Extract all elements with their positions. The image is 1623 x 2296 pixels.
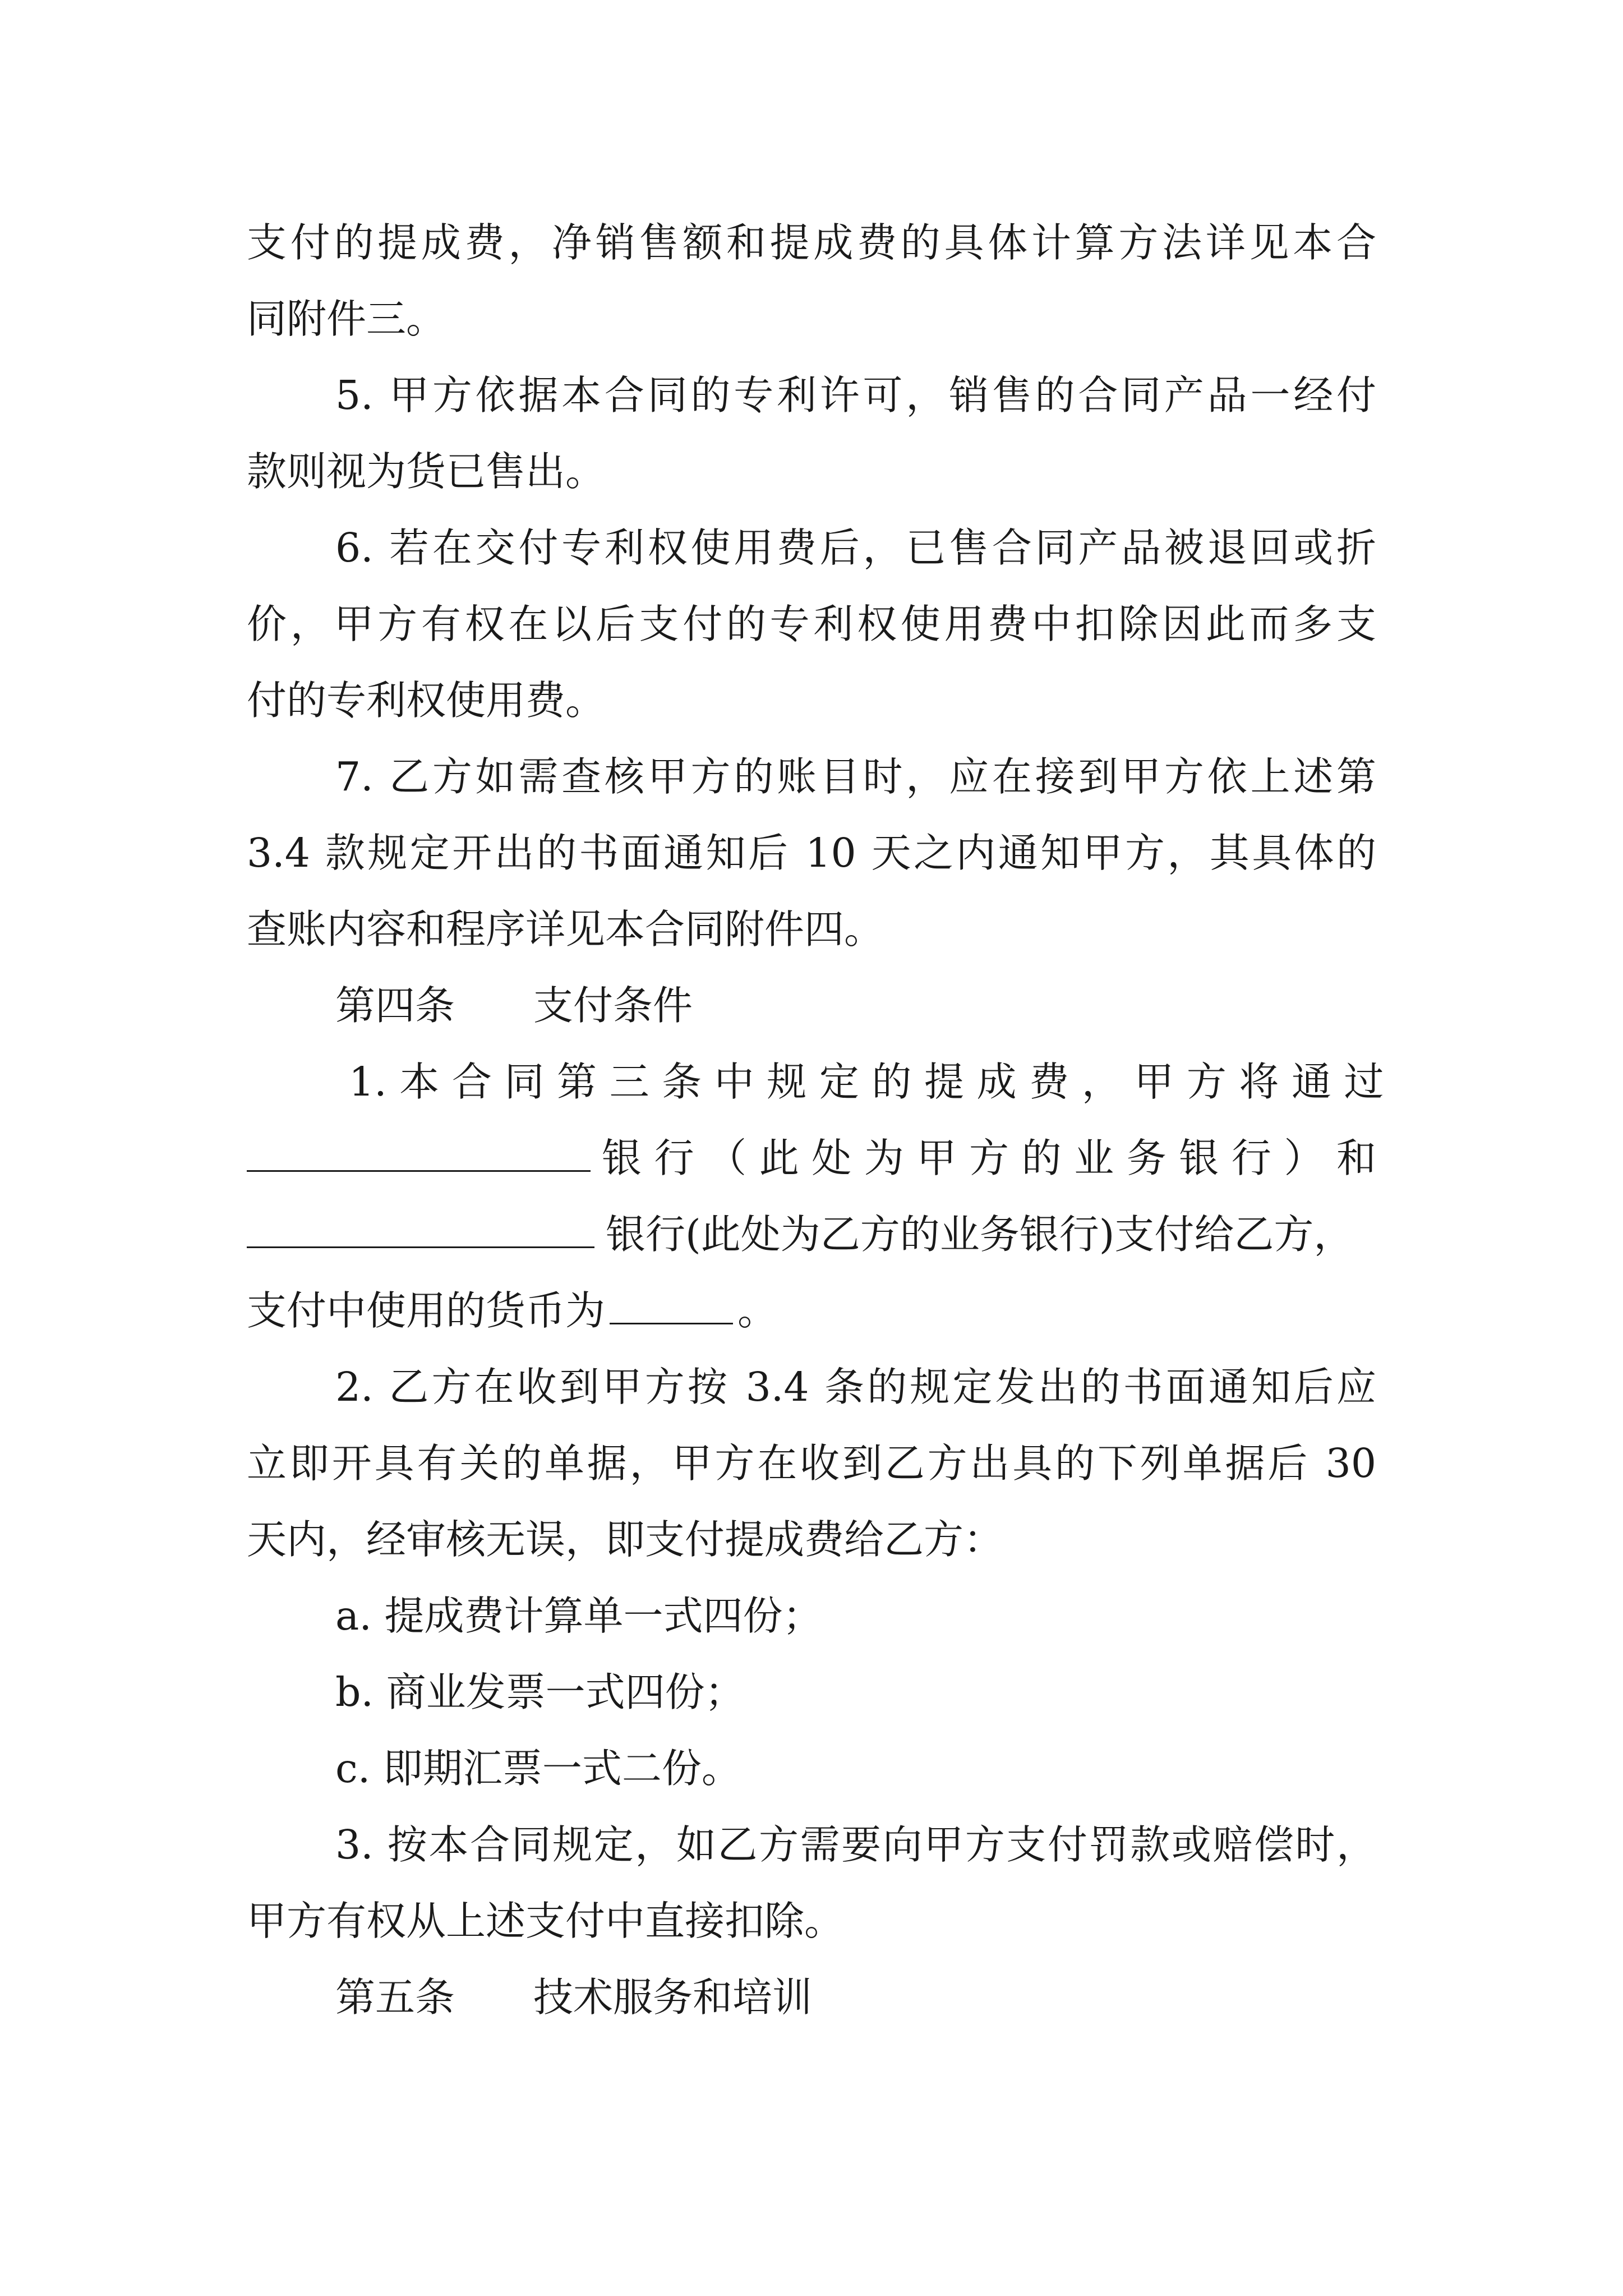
list-item: c. 即期汇票一式二份。 [335,1745,741,1792]
paragraph-line: 立即开具有关的单据，甲方在收到乙方出具的下列单据后 30 [247,1440,1376,1487]
currency-label: 支付中使用的货币为 [247,1287,606,1334]
article-number: 第四条 [335,982,455,1029]
article-title: 技术服务和培训 [533,1974,813,2021]
paragraph-line: 查账内容和程序详见本合同附件四。 [247,906,884,953]
paragraph-line: 6. 若在交付专利权使用费后，已售合同产品被退回或折 [335,524,1376,571]
paragraph-line [247,1209,1353,1260]
article-4-heading [335,981,693,1031]
paragraph-line: 2. 乙方在收到甲方按 3.4 条的规定发出的书面通知后应 [335,1364,1376,1410]
paragraph-line: 5. 甲方依据本合同的专利许可，销售的合同产品一经付 [335,372,1376,418]
article-number: 第五条 [335,1974,455,2021]
paragraph-line [247,1133,1376,1184]
fill-in-blank[interactable] [247,1138,591,1172]
paragraph-line: 付的专利权使用费。 [247,677,606,724]
list-item: a. 提成费计算单一式四份； [335,1593,823,1639]
list-item: b. 商业发票一式四份； [335,1669,745,1715]
bank-clause-text: 银 行 （ 此 处 为 甲 方 的 业 务 银 行 ） 和 [602,1135,1376,1181]
paragraph-line: 甲方有权从上述支付中直接扣除。 [247,1898,845,1944]
currency-suffix: 。 [737,1287,778,1334]
article-5-heading [335,1972,812,2023]
fill-in-blank[interactable] [247,1214,594,1248]
paragraph-line [247,1286,777,1336]
paragraph-line: 款则视为货已售出。 [247,448,606,495]
paragraph-line: 天内，经审核无误，即支付提成费给乙方： [247,1516,1004,1563]
paragraph-line: 3. 按本合同规定，如乙方需要向甲方支付罚款或赔偿时， [335,1821,1376,1868]
paragraph-line: 3.4 款规定开出的书面通知后 10 天之内通知甲方，其具体的 [247,830,1376,876]
paragraph-line: 支付的提成费，净销售额和提成费的具体计算方法详见本合 [247,219,1376,266]
paragraph-line: 1. 本 合 同 第 三 条 中 规 定 的 提 成 费 ， 甲 方 将 通 过 [349,1059,1384,1105]
fill-in-blank[interactable] [610,1290,733,1324]
article-title: 支付条件 [533,982,693,1029]
paragraph-line: 价，甲方有权在以后支付的专利权使用费中扣除因此而多支 [247,601,1376,647]
paragraph-line: 7. 乙方如需查核甲方的账目时，应在接到甲方依上述第 [335,753,1376,800]
bank-clause-text: 银行(此处为乙方的业务银行)支付给乙方， [606,1211,1354,1258]
paragraph-line: 同附件三。 [247,296,446,342]
